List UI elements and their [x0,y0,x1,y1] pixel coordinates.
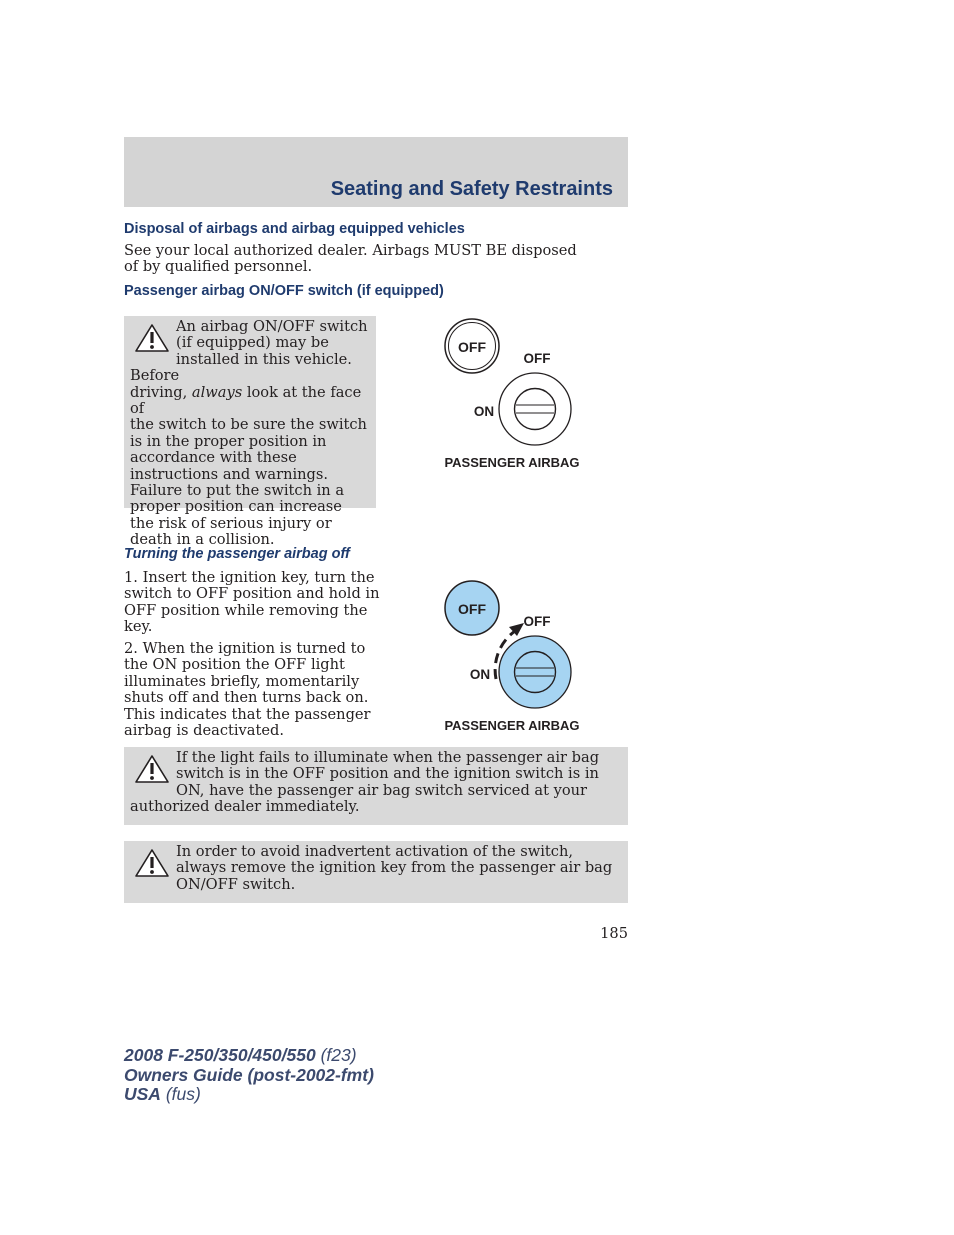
off-position-label: OFF [523,614,551,629]
section-heading-switch: Passenger airbag ON/OFF switch (if equipped) [124,283,444,299]
warning-icon [134,848,170,878]
page-title: Seating and Safety Restraints [330,178,613,200]
warning-icon [134,323,170,353]
warning-box-remove-key [124,841,628,903]
airbag-switch-off-diagram [430,575,600,740]
warning-box-light-fails [124,747,628,825]
section-heading-turning-off: Turning the passenger airbag off [124,546,350,562]
off-position-label: OFF [523,351,551,366]
warning-text: In order to avoid inadvertent activation of the switch, always remove the ignition key from the passenger air bag ON/OFF switch. [176,843,613,893]
off-indicator-text: OFF [458,339,486,355]
warning-icon [134,754,170,784]
passenger-airbag-caption: PASSENGER AIRBAG [444,718,580,733]
off-indicator-text: OFF [458,601,486,617]
warning-box-switch [124,316,376,549]
footer-model-info: 2008 F-250/350/450/550 (f23) Owners Guide (post-2002-fmt) USA (fus) [124,1045,374,1104]
step-2-paragraph: 2. When the ignition is turned to the ON position the OFF light illuminates briefly, momentarily shuts off and then turns back on. This indicates that the passenger airbag is deactivated. [124,640,371,740]
section-heading-disposal: Disposal of airbags and airbag equipped vehicles [124,221,465,237]
airbag-switch-diagram [430,312,600,477]
warning-text: An airbag ON/OFF switch (if equipped) may be installed in this vehicle. Before driving, always look at the face of the switch to be sure the switch is in the proper position in accordance with these instructions and warnings. Failure to put the switch in a proper position can increase the risk of serious injury or death in a collision. [130,318,368,549]
warning-text: If the light fails to illuminate when the passenger air bag switch is in the OFF position and the ignition switch is in ON, have the passenger air bag switch serviced at your authorized dealer immediately. [130,749,600,816]
disposal-paragraph: See your local authorized dealer. Airbags MUST BE disposed of by qualified personnel. [124,242,577,276]
passenger-airbag-caption: PASSENGER AIRBAG [444,455,580,470]
header-band [124,137,628,207]
on-position-label: ON [469,667,491,682]
step-1-paragraph: 1. Insert the ignition key, turn the switch to OFF position and hold in OFF position while removing the key. [124,569,380,636]
on-position-label: ON [473,404,495,419]
page-number: 185 [600,925,628,942]
